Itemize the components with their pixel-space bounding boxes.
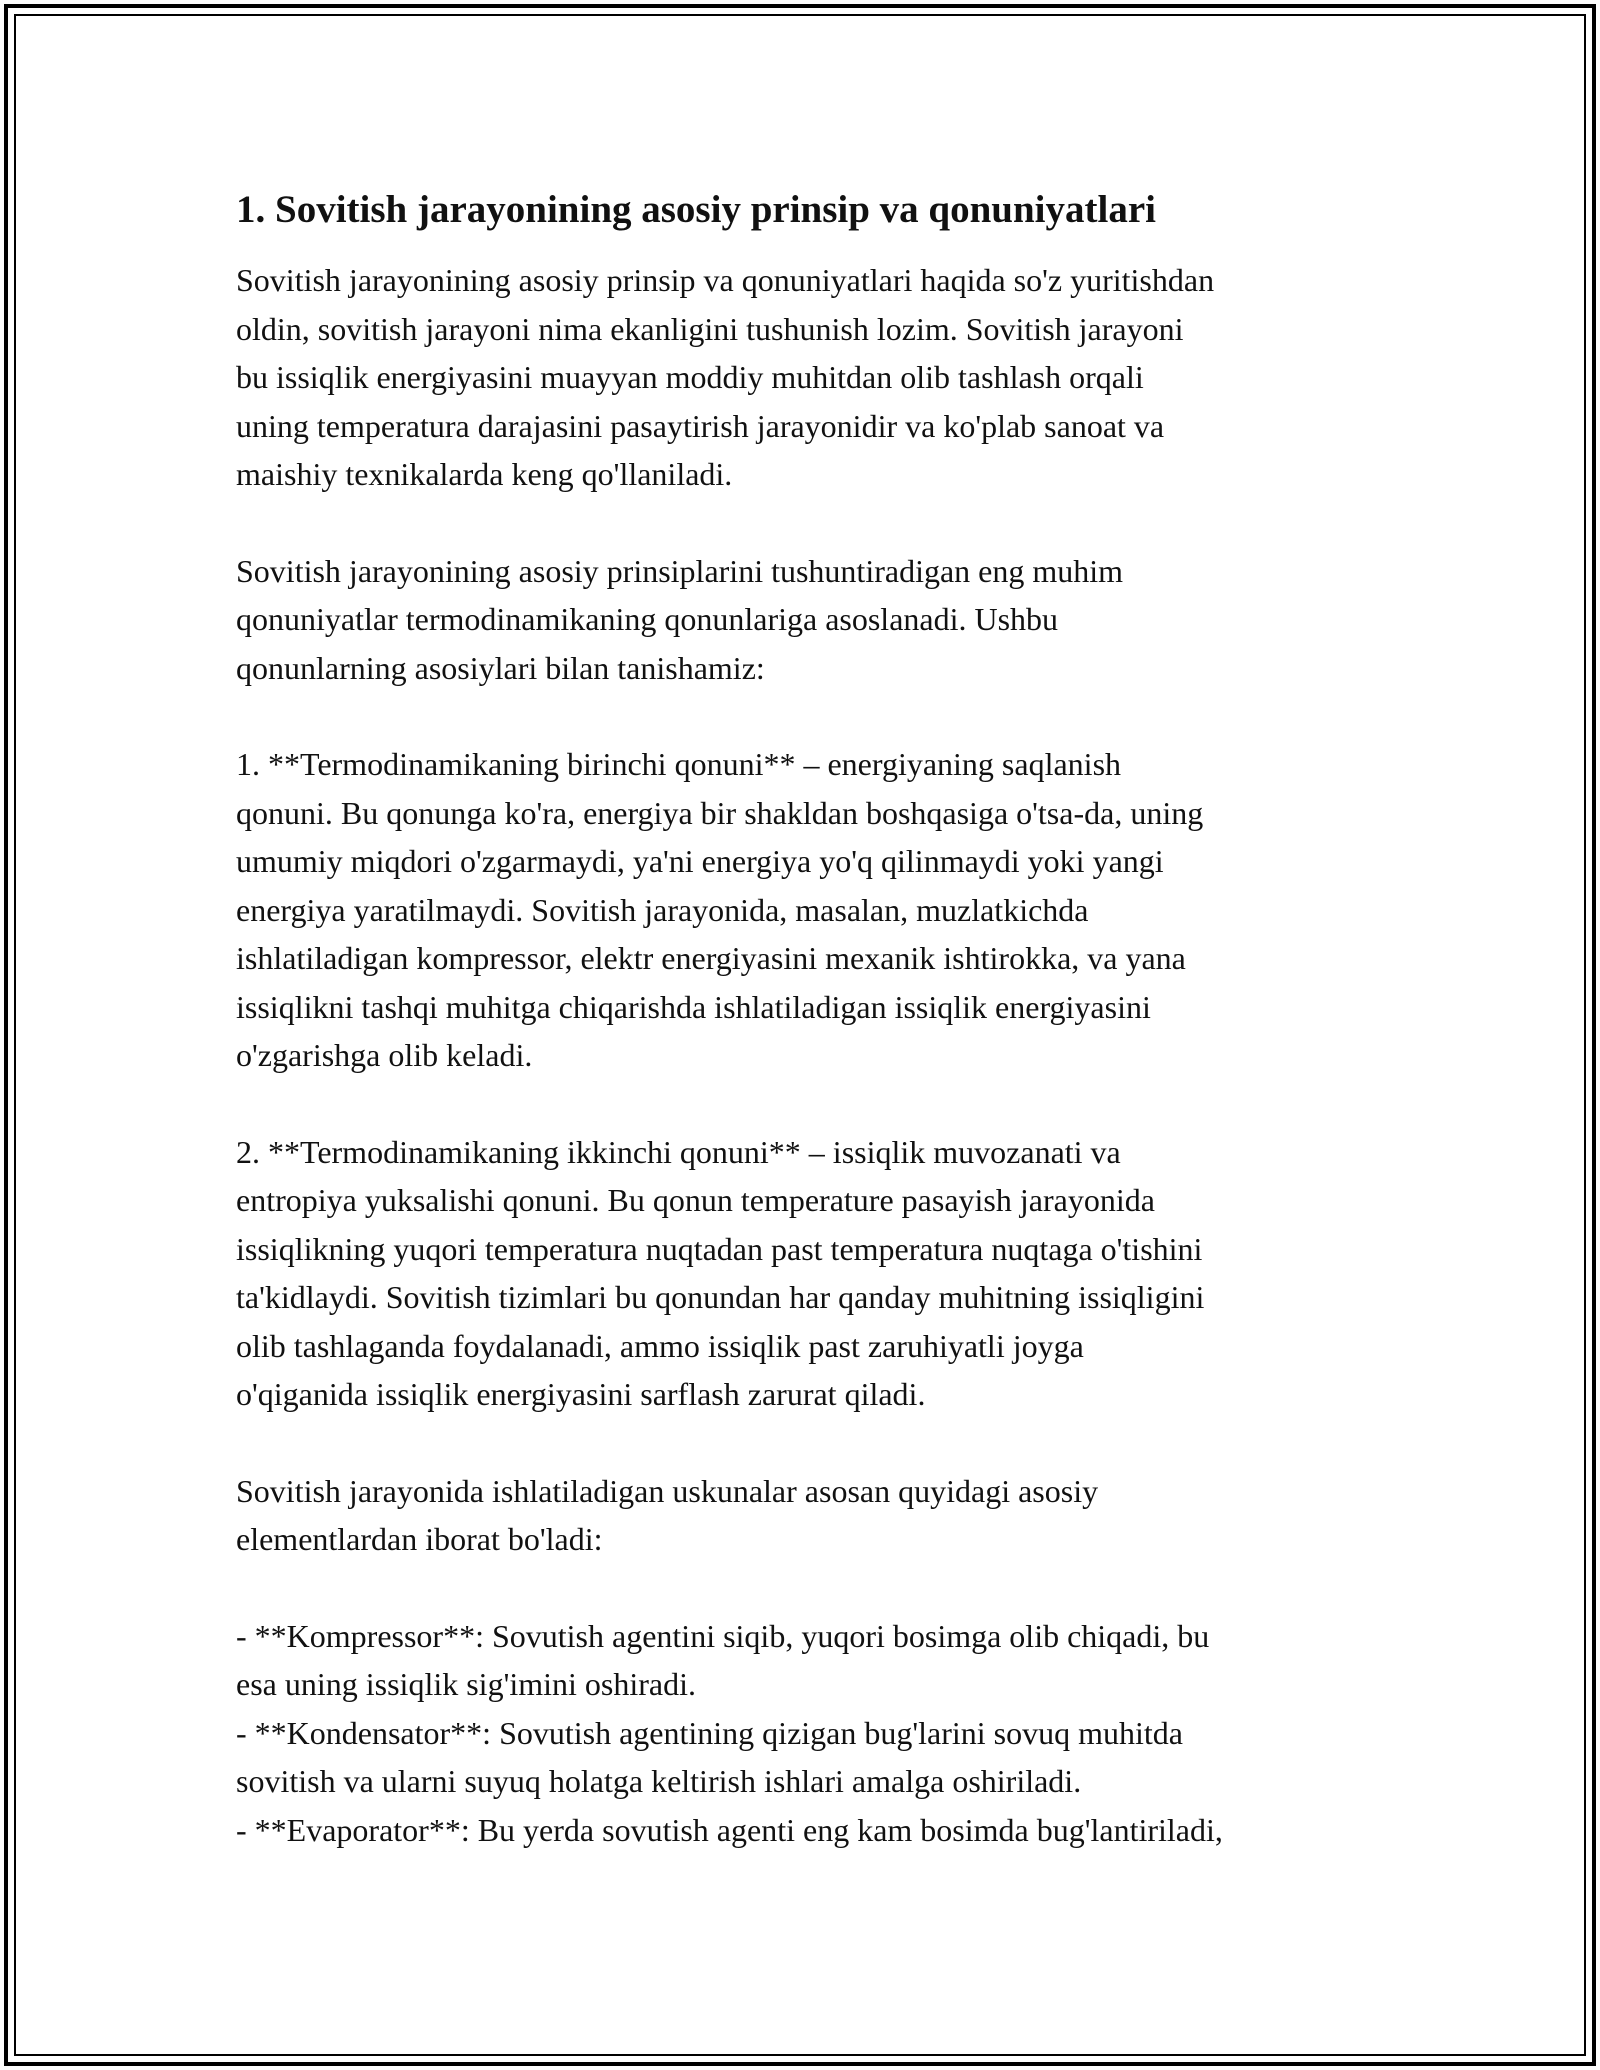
text-line: issiqlikni tashqi muhitga chiqarishda ishlatiladigan issiqlik energiyasini	[236, 988, 1151, 1025]
text-line: olib tashlaganda foydalanadi, ammo issiqlik past zaruhiyatli joyga	[236, 1327, 1084, 1364]
text-line: qonunlarning asosiylari bilan tanishamiz:	[236, 649, 765, 686]
text-line: issiqlikning yuqori temperatura nuqtadan past temperatura nuqtaga o'tishini	[236, 1230, 1203, 1267]
paragraph-equipment-intro	[236, 1467, 1376, 1564]
paragraph-laws-intro	[236, 547, 1376, 693]
text-line: energiya yaratilmaydi. Sovitish jarayonida, masalan, muzlatkichda	[236, 891, 1089, 928]
section-heading: 1. Sovitish jarayonining asosiy prinsip va qonuniyatlari	[236, 188, 1156, 231]
text-line: qonuni. Bu qonunga ko'ra, energiya bir shakldan boshqasiga o'tsa-da, uning	[236, 794, 1204, 831]
text-line: Sovitish jarayonining asosiy prinsip va qonuniyatlari haqida so'z yuritishdan	[236, 262, 1215, 298]
list-item: esa uning issiqlik sig'imini oshiradi.	[236, 1666, 696, 1702]
equipment-list	[236, 1612, 1376, 1855]
text-line: 2. **Termodinamikaning ikkinchi qonuni** – issiqlik muvozanati va	[236, 1133, 1121, 1170]
text-line: bu issiqlik energiyasini muayyan moddiy muhitdan olib tashlash orqali	[236, 359, 1144, 395]
text-line: ta'kidlaydi. Sovitish tizimlari bu qonundan har qanday muhitning issiqligini	[236, 1279, 1205, 1315]
text-line: maishiy texnikalarda keng qo'llaniladi.	[236, 456, 733, 492]
paragraph-first-law	[236, 740, 1376, 1080]
paragraph-second-law	[236, 1128, 1376, 1419]
text-line: 1. **Termodinamikaning birinchi qonuni** – energiyaning saqlanish	[236, 746, 1122, 782]
text-line: ishlatiladigan kompressor, elektr energiyasini mexanik ishtirokka, va yana	[236, 940, 1186, 976]
text-line: o'zgarishga olib keladi.	[236, 1037, 533, 1073]
paragraph-intro	[236, 256, 1376, 499]
document-body	[236, 186, 1376, 1854]
list-item: - **Evaporator**: Bu yerda sovutish agenti eng kam bosimda bug'lantiriladi,	[236, 1811, 1223, 1848]
list-item: - **Kondensator**: Sovutish agentining qizigan bug'larini sovuq muhitda	[236, 1714, 1183, 1751]
list-item: sovitish va ularni suyuq holatga keltirish ishlari amalga oshiriladi.	[236, 1763, 1082, 1799]
text-line: Sovitish jarayonining asosiy prinsiplarini tushuntiradigan eng muhim	[236, 552, 1124, 589]
text-line: entropiya yuksalishi qonuni. Bu qonun temperature pasayish jarayonida	[236, 1182, 1155, 1218]
list-item: - **Kompressor**: Sovutish agentini siqib, yuqori bosimga olib chiqadi, bu	[236, 1617, 1210, 1654]
text-line: Sovitish jarayonida ishlatiladigan uskunalar asosan quyidagi asosiy	[236, 1472, 1099, 1509]
text-line: oldin, sovitish jarayoni nima ekanligini tushunish lozim. Sovitish jarayoni	[236, 310, 1184, 347]
text-line: o'qiganida issiqlik energiyasini sarflash zarurat qiladi.	[236, 1376, 926, 1412]
text-line: elementlardan iborat bo'ladi:	[236, 1521, 603, 1557]
text-line: umumiy miqdori o'zgarmaydi, ya'ni energiya yo'q qilinmaydi yoki yangi	[236, 843, 1164, 879]
text-line: uning temperatura darajasini pasaytirish jarayonidir va ko'plab sanoat va	[236, 407, 1165, 444]
text-line: qonuniyatlar termodinamikaning qonunlariga asoslanadi. Ushbu	[236, 601, 1059, 637]
